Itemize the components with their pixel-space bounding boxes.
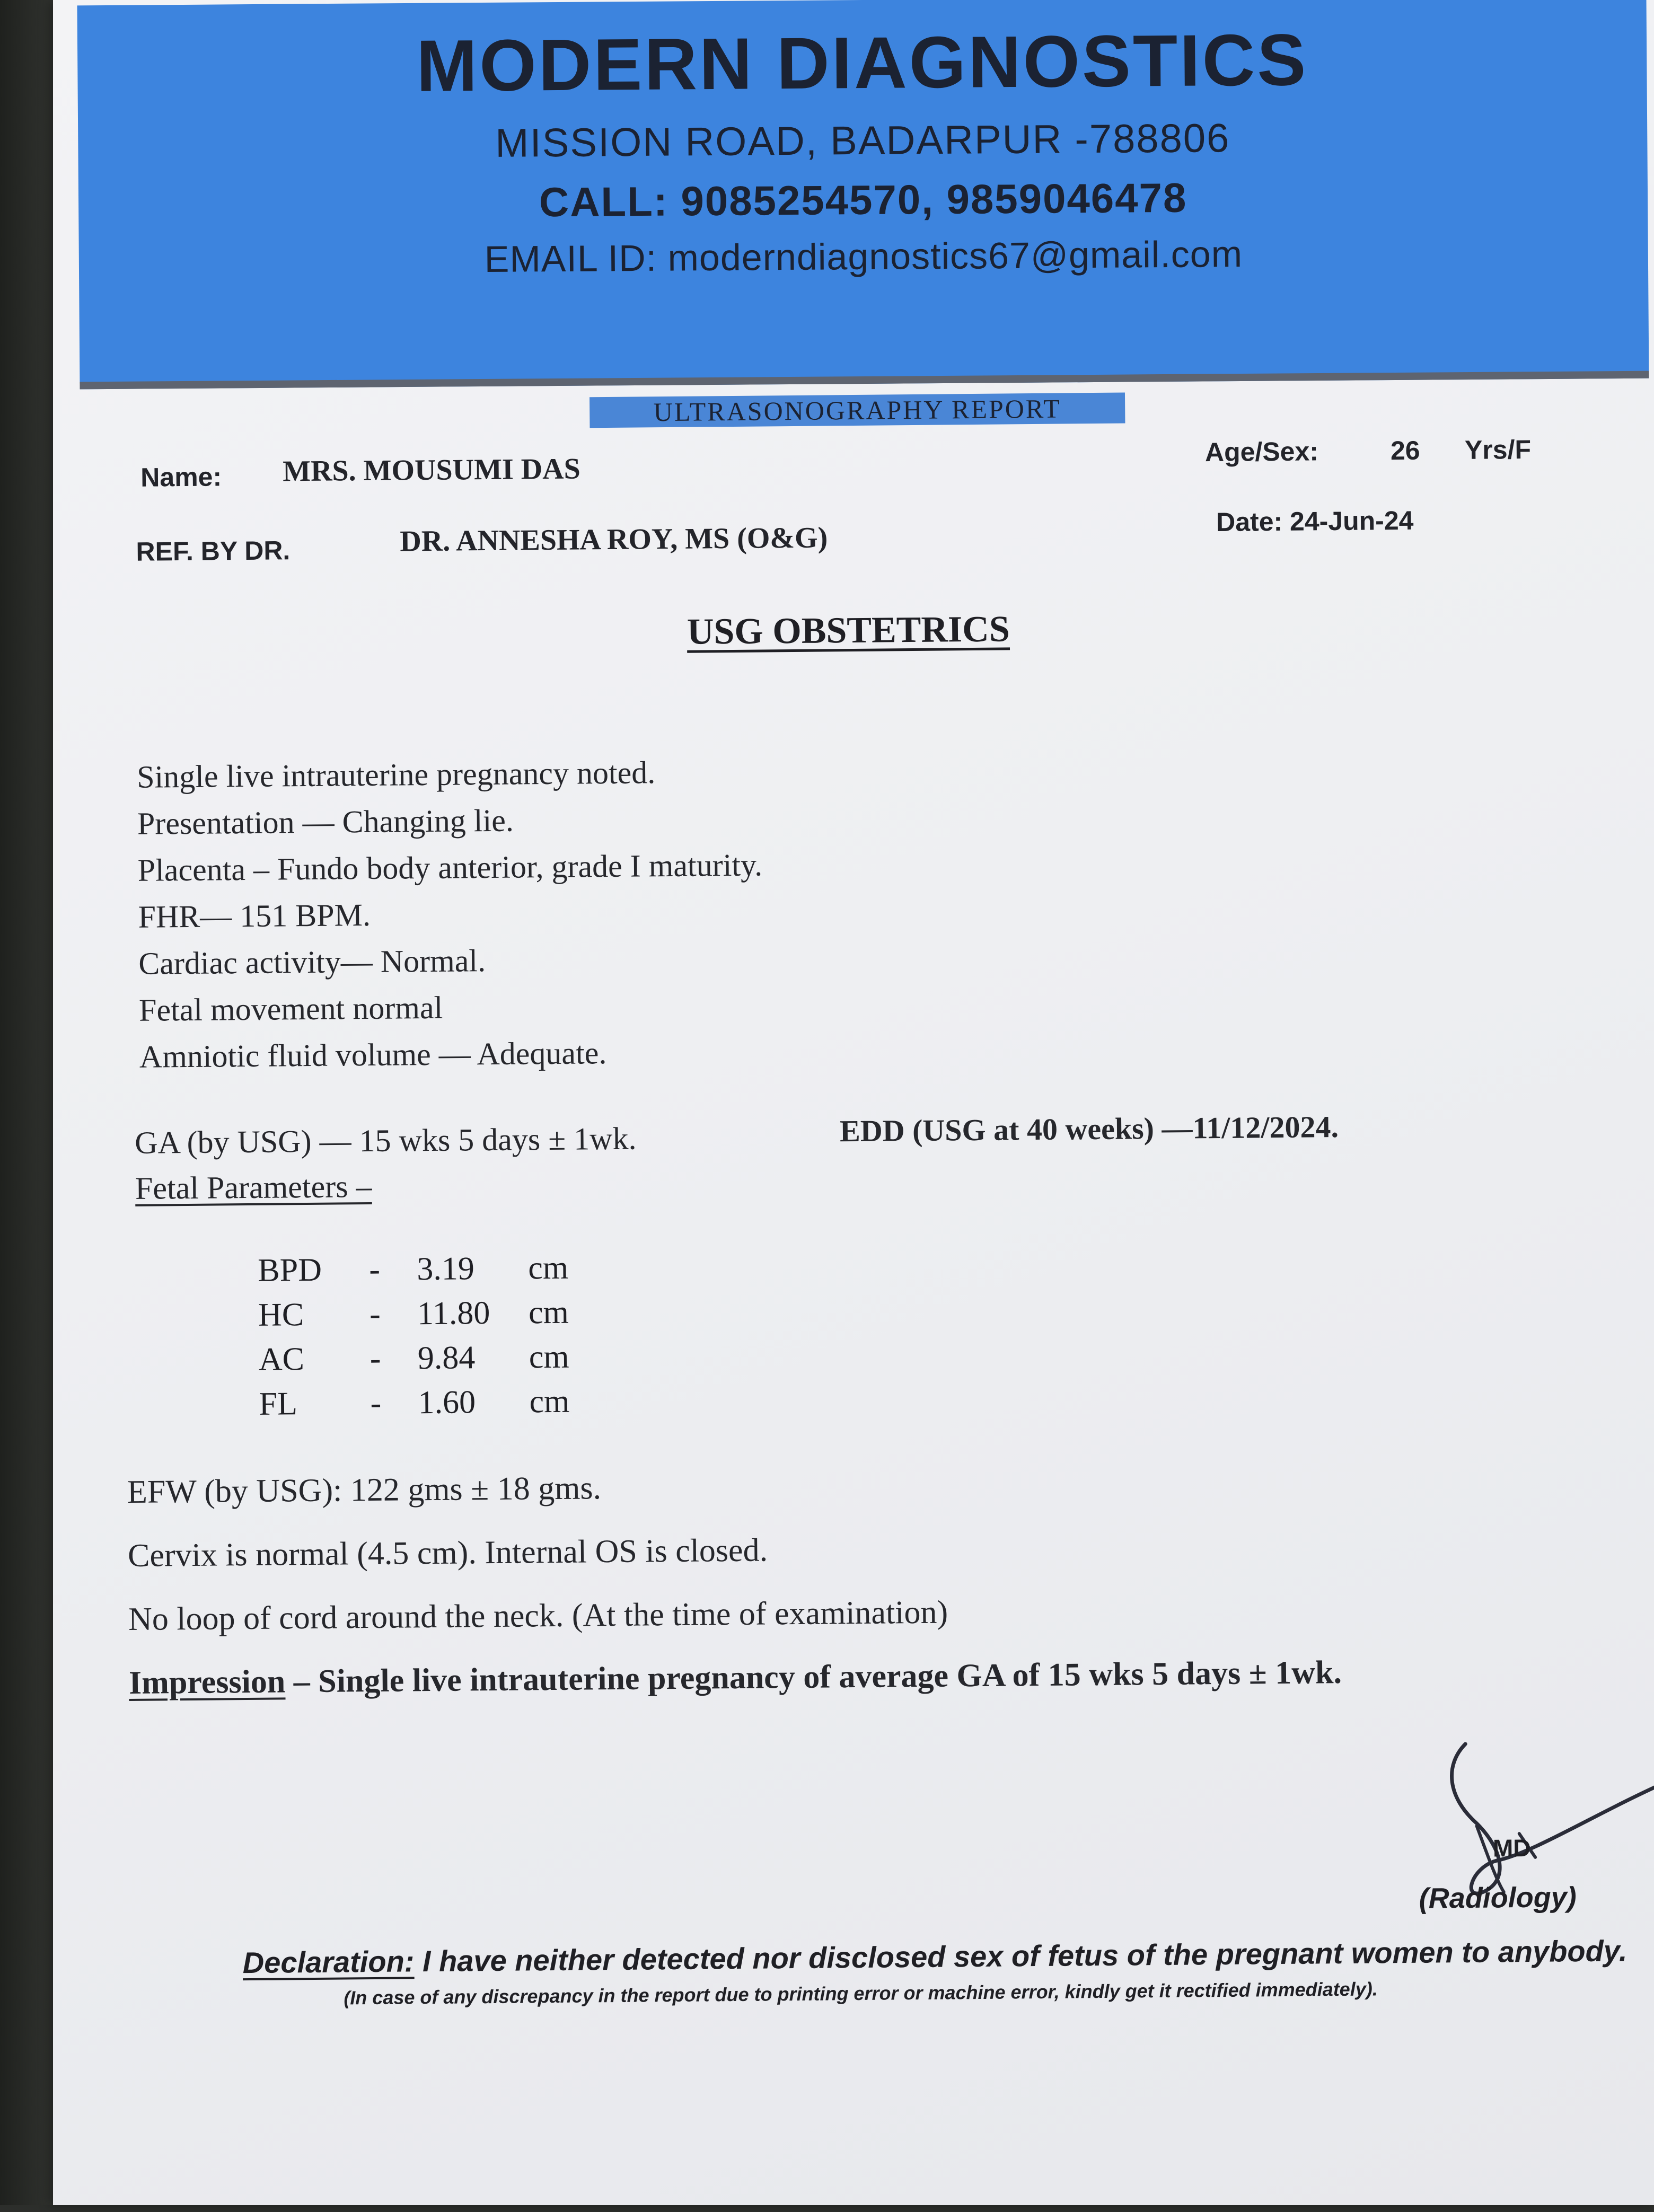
report-date: Date: 24-Jun-24 (1216, 505, 1414, 537)
ref-label: REF. BY DR. (136, 535, 291, 567)
param-unit: cm (529, 1383, 570, 1420)
age-sex-label: Age/Sex: (1204, 436, 1319, 468)
param-value-bpd: 3.19 (417, 1250, 475, 1288)
clinic-email: EMAIL ID: moderndiagnostics67@gmail.com (484, 233, 1243, 280)
finding-line: Presentation — Changing lie. (137, 803, 514, 841)
declaration-text: I have neither detected nor disclosed sex of fetus of the pregnant women to anybody. (422, 1934, 1627, 1978)
param-name-ac: AC (258, 1341, 305, 1378)
finding-line: Fetal movement normal (138, 990, 443, 1028)
patient-name: MRS. MOUSUMI DAS (282, 452, 581, 488)
clinic-phone: CALL: 9085254570, 9859046478 (539, 174, 1187, 226)
clinic-address: MISSION ROAD, BADARPUR -788806 (495, 116, 1230, 166)
param-name-fl: FL (259, 1386, 298, 1422)
report-title: ULTRASONOGRAPHY REPORT (590, 392, 1125, 428)
name-label: Name: (140, 462, 222, 492)
finding-line: Cardiac activity— Normal. (138, 943, 486, 981)
param-value-hc: 11.80 (417, 1295, 490, 1332)
age-value: 26 (1390, 435, 1420, 466)
clinic-name: MODERN DIAGNOSTICS (416, 19, 1308, 107)
param-separator: - (369, 1340, 381, 1377)
cervix-finding: Cervix is normal (4.5 cm). Internal OS is closed. (127, 1532, 768, 1574)
param-separator: - (369, 1251, 381, 1288)
param-unit: cm (528, 1294, 569, 1331)
impression-text: Single live intrauterine pregnancy of average GA of 15 wks 5 days ± 1wk. (318, 1654, 1342, 1699)
cord-finding: No loop of cord around the neck. (At the time of examination) (128, 1594, 948, 1637)
expected-delivery-date: EDD (USG at 40 weeks) —11/12/2024. (839, 1109, 1339, 1149)
disclaimer-note: (In case of any discrepancy in the report due to printing error or machine error, kindly get it rectified immediately). (344, 1978, 1378, 2009)
impression-dash: – (293, 1663, 319, 1700)
report-body (46, 0, 1654, 2212)
gestational-age: GA (by USG) — 15 wks 5 days ± 1wk. (134, 1121, 637, 1160)
param-separator: - (370, 1385, 382, 1421)
finding-line: FHR— 151 BPM. (138, 897, 371, 935)
sex-value: Yrs/F (1464, 434, 1532, 465)
param-unit: cm (528, 1249, 569, 1286)
param-separator: - (369, 1296, 381, 1332)
finding-line: Placenta – Fundo body anterior, grade I maturity. (137, 847, 763, 888)
param-name-hc: HC (258, 1297, 304, 1333)
param-value-ac: 9.84 (417, 1339, 476, 1377)
impression (129, 1654, 1342, 1702)
param-name-bpd: BPD (258, 1252, 322, 1289)
fetal-parameters-title: Fetal Parameters – (135, 1168, 372, 1206)
impression-label: Impression (128, 1663, 286, 1701)
declaration-label: Declaration: (242, 1944, 415, 1980)
referring-doctor: DR. ANNESHA ROY, MS (O&G) (400, 521, 828, 558)
finding-line: Amniotic fluid volume — Adequate. (139, 1035, 607, 1074)
section-title: USG OBSTETRICS (687, 609, 1010, 653)
signature-initials: MD (1492, 1834, 1531, 1862)
declaration (242, 1933, 1627, 1980)
report-sheet (53, 0, 1654, 2205)
signature-label: (Radiology) (1419, 1881, 1577, 1915)
param-unit: cm (529, 1338, 569, 1376)
param-value-fl: 1.60 (418, 1384, 476, 1421)
finding-line: Single live intrauterine pregnancy noted. (136, 755, 656, 795)
estimated-fetal-weight: EFW (by USG): 122 gms ± 18 gms. (127, 1470, 602, 1510)
